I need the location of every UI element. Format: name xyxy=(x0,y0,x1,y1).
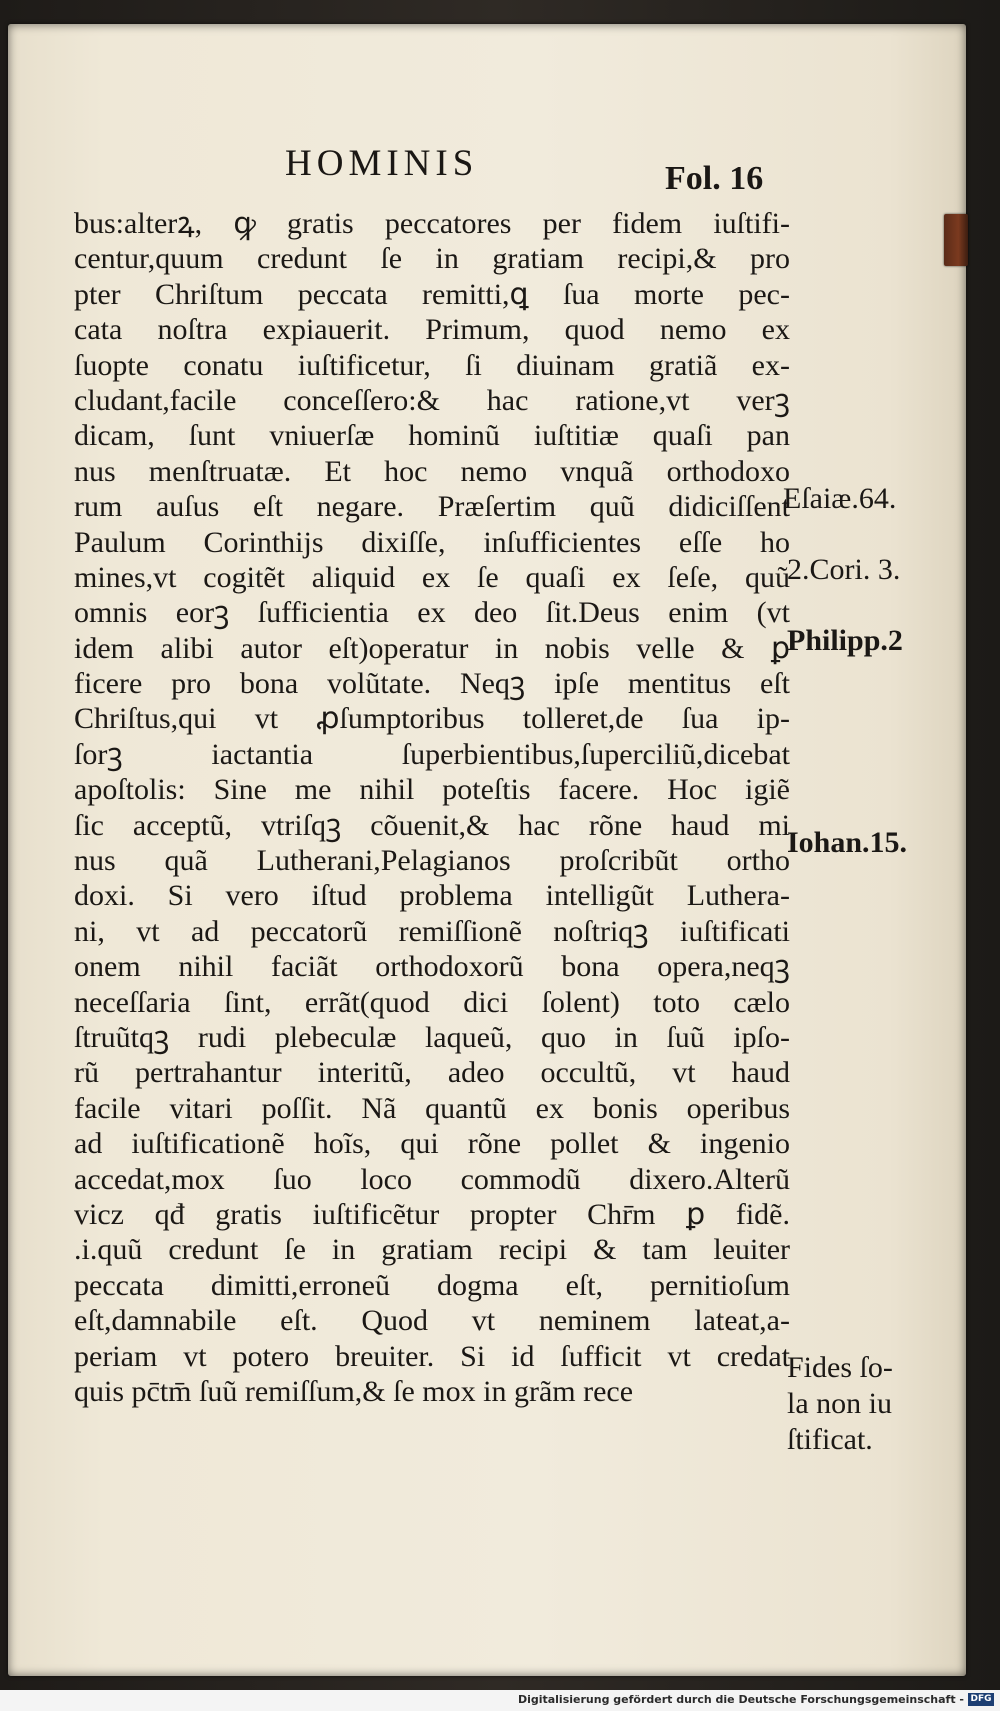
text-line: Paulum Corinthijs dixiſſe, inſufficientes eſſe ho xyxy=(74,525,790,559)
text-line: ſic acceptũ, vtriſqꝫ cõuenit,& hac rõne haud mi xyxy=(74,808,790,842)
text-line: idem alibi autor eſt)operatur in nobis velle & ꝑ xyxy=(74,631,790,665)
dfg-logo: DFG xyxy=(968,1693,994,1706)
text-line: centur,quum credunt ſe in gratiam recipi,& pro xyxy=(74,242,790,276)
marginal-note-fides: la non iu xyxy=(787,1387,892,1420)
text-line: dicam, ſunt vniuerſæ hominũ iuſtitiæ quaſi pan xyxy=(74,419,790,453)
marginal-note-philipp: Philipp.2 xyxy=(787,624,903,657)
text-line: neceſſaria ſint, errãt(quod dici ſolent) toto cælo xyxy=(74,985,790,1019)
text-line: omnis eorꝫ ſufficientia ex deo ſit.Deus enim (vt xyxy=(74,596,790,630)
text-line: ſtruũtqꝫ rudi plebeculæ laqueũ, quo in ſuũ ipſo- xyxy=(74,1020,790,1054)
digitization-credit: Digitalisierung gefördert durch die Deutsche Forschungsgemeinschaft - xyxy=(517,1693,964,1706)
text-line: pter Chriſtum peccata remitti,ꝗ ſua morte pec- xyxy=(74,277,790,311)
folio-number: Fol. 16 xyxy=(665,160,764,197)
text-line: doxi. Si vero iſtud problema intelligũt Luthera- xyxy=(74,879,790,913)
page-tab-marker xyxy=(944,214,968,266)
text-line: rũ pertrahantur interitũ, adeo occultũ, vt haud xyxy=(74,1056,790,1090)
text-line: .i.quũ credunt ſe in gratiam recipi & tam leuiter xyxy=(74,1233,790,1267)
marginal-note-esaiae: Eſaiæ.64. xyxy=(783,482,897,515)
text-line: nus menſtruatæ. Et hoc nemo vnquã orthodoxo xyxy=(74,454,790,488)
text-line: peccata dimitti,erroneũ dogma eſt, pernitioſum xyxy=(74,1268,790,1302)
marginal-note-fides: Fides ſo- xyxy=(787,1351,893,1384)
text-line: ni, vt ad peccatorũ remiſſionẽ noſtriqꝫ iuſtificati xyxy=(74,914,790,948)
text-line: ſuopte conatu iuſtificetur, ſi diuinam gratiã ex- xyxy=(74,348,790,382)
text-line: ficere pro bona volũtate. Neqꝫ ipſe mentitus eſt xyxy=(74,667,790,701)
text-line: eſt,damnabile eſt. Quod vt neminem lateat,a- xyxy=(74,1304,790,1338)
text-line: periam vt potero breuiter. Si id ſufficit vt credat xyxy=(74,1339,790,1373)
marginal-note-fides: ſtificat. xyxy=(787,1423,873,1456)
text-line: bus:alterꝝ, ꝙ gratis peccatores per fidem iuſtifi- xyxy=(74,207,790,240)
marginal-note-cori: 2.Cori. 3. xyxy=(787,553,901,586)
text-line: apoſtolis: Sine me nihil poteſtis facere. Hoc igiẽ xyxy=(74,773,790,807)
running-title: HOMINIS xyxy=(285,143,479,184)
text-line: Chriſtus,qui vt ꝓſumptoribus tolleret,de ſua ip- xyxy=(74,702,790,736)
text-line: onem nihil faciãt orthodoxorũ bona opera,neqꝫ xyxy=(74,950,790,984)
body-text xyxy=(74,206,790,1409)
text-line: rum auſus eſt negare. Præſertim quũ didiciſſent xyxy=(74,490,790,524)
text-line: accedat,mox ſuo loco commodũ dixero.Alterũ xyxy=(74,1162,790,1196)
marginal-note-iohan: Iohan.15. xyxy=(787,826,908,859)
text-line: nus quã Lutherani,Pelagianos proſcribũt ortho xyxy=(74,844,790,878)
text-line: cludant,facile conceſſero:& hac ratione,vt verꝫ xyxy=(74,383,790,417)
text-line: quis pc̄tm̄ ſuũ remiſſum,& ſe mox in grãm rece xyxy=(74,1374,634,1408)
text-line: ad iuſtificationẽ hoĩs, qui rõne pollet & ingenio xyxy=(74,1127,790,1161)
text-line: vicz qđ gratis iuſtificẽtur propter Chr̄m ꝑ fidẽ. xyxy=(74,1197,790,1231)
text-line: ſorꝫ iactantia ſuperbientibus,ſuperciliũ,dicebat xyxy=(74,737,790,771)
book-page xyxy=(8,24,966,1676)
text-line: facile vitari poſſit. Nã quantũ ex bonis operibus xyxy=(74,1091,790,1125)
text-line: mines,vt cogitẽt aliquid ex ſe quaſi ex ſeſe, quũ xyxy=(74,560,790,594)
text-line: cata noſtra expiauerit. Primum, quod nemo ex xyxy=(74,313,790,347)
